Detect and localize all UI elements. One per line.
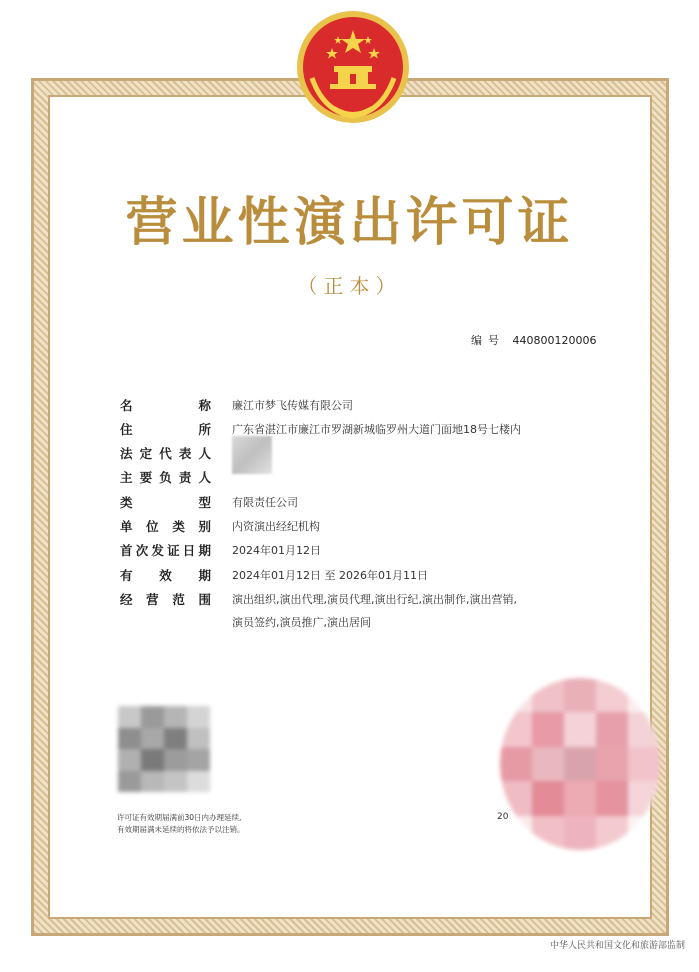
redacted-official-seal <box>500 678 660 850</box>
validity-value: 2024年01月12日 至 2026年01月11日 <box>232 569 428 582</box>
issuer-footer: 中华人民共和国文化和旅游部监制 <box>549 941 685 951</box>
validity-notice-line-2: 有效期届满未延续的将依法予以注销。 <box>117 825 245 834</box>
first-issue-date-label: 首次发证日期 <box>120 543 212 558</box>
first-issue-date-value: 2024年01月12日 <box>232 544 321 557</box>
certificate-subtitle: （正本） <box>297 274 402 298</box>
certificate-title: 营业性演出许可证 <box>125 192 574 253</box>
type-label: 类 型 <box>120 495 212 510</box>
address-value: 广东省湛江市廉江市罗湖新城临罗州大道门面地18号七楼内 <box>232 423 521 436</box>
serial-value: 440800120006 <box>512 334 597 347</box>
issue-date-fragment: 20 <box>497 812 509 822</box>
unit-category-label: 单位类别 <box>120 519 212 534</box>
business-scope-line-2: 演员签约,演员推广,演出居间 <box>232 616 371 629</box>
type-value: 有限责任公司 <box>232 496 298 509</box>
principal-label: 主要负责人 <box>120 470 212 485</box>
name-value: 廉江市梦飞传媒有限公司 <box>232 399 353 412</box>
unit-category-value: 内资演出经纪机构 <box>232 520 320 533</box>
redacted-names <box>232 436 272 474</box>
serial-label: 编号 <box>471 334 505 347</box>
serial-number <box>471 332 596 348</box>
validity-label: 有 效 期 <box>120 568 212 583</box>
business-scope-label: 经营范围 <box>120 592 212 607</box>
address-label: 住 所 <box>120 422 212 437</box>
legal-representative-label: 法定代表人 <box>120 446 212 461</box>
name-label: 名 称 <box>120 398 212 413</box>
redacted-qr-code <box>118 706 210 792</box>
validity-notice-line-1: 许可证有效期届满前30日内办理延续, <box>117 813 242 822</box>
national-emblem-icon <box>294 8 412 126</box>
business-scope-line-1: 演出组织,演出代理,演员代理,演出行纪,演出制作,演出营销, <box>232 593 517 606</box>
validity-notice <box>117 812 245 836</box>
